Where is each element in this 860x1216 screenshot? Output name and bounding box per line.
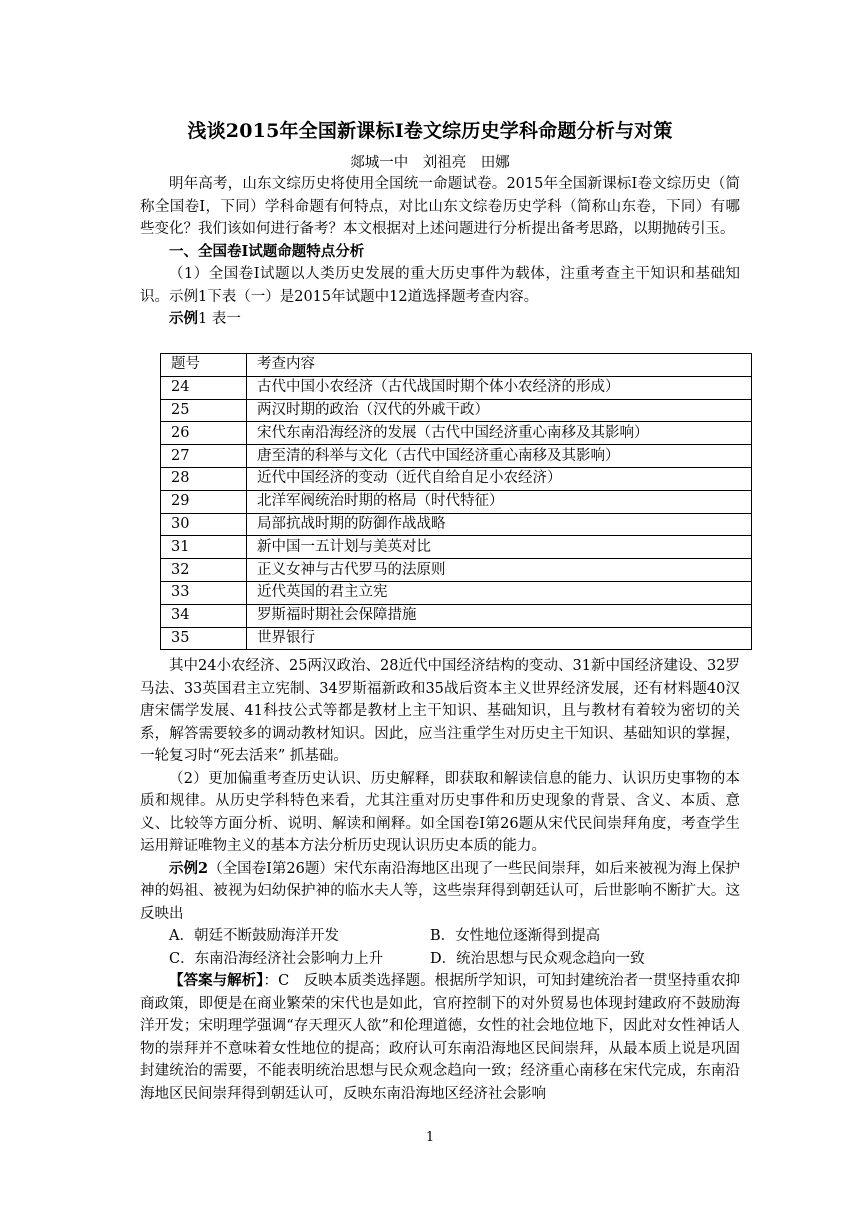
table-row — [161, 490, 752, 513]
authors: 郯城一中 刘祖亮 田娜 — [350, 155, 510, 171]
column-header-number: 题号 — [161, 354, 247, 377]
example-2-paragraph — [140, 858, 740, 926]
page-number: 1 — [425, 1130, 435, 1145]
question-number-cell: 26 — [161, 422, 247, 445]
question-number-cell: 25 — [161, 399, 247, 422]
table-row — [161, 513, 752, 536]
intro-paragraph: 明年高考，山东文综历史将使用全国统一命题试卷。2015年全国新课标Ⅰ卷文综历史（简称全国卷Ⅰ，下同）学科命题有何特点，对比山东文综卷历史学科（简称山东卷，下同）有哪些变化？我们该如何进行备考？本文根据对上述问题进行分析提出备考思路，以期抛砖引玉。 — [140, 176, 740, 237]
table-row — [161, 604, 752, 627]
exam-content-cell: 局部抗战时期的防御作战战略 — [247, 513, 752, 536]
table-row — [161, 559, 752, 582]
option-a: A．朝廷不断鼓励海洋开发 — [169, 928, 339, 944]
exam-content-cell: 古代中国小农经济（古代战国时期个体小农经济的形成） — [247, 376, 752, 399]
exam-content-cell: 罗斯福时期社会保障措施 — [247, 604, 752, 627]
point-2-paragraph: （2）更加偏重考查历史认识、历史解释，即获取和解读信息的能力、认识历史事物的本质和规律。从历史学科特色来看，尤其注重对历史事件和历史现象的背景、含义、本质、意义、比较等方面分析、说明、解读和阐释。如全国卷Ⅰ第26题从宋代民间崇拜角度，考查学生运用辩证唯物主义的基本方法分析历史现认识历史本质的能力。 — [140, 770, 740, 854]
table-row — [161, 445, 752, 468]
intro-section — [140, 173, 740, 331]
table-row — [161, 536, 752, 559]
exam-content-cell: 两汉时期的政治（汉代的外戚干政） — [247, 399, 752, 422]
point-1-paragraph: （1）全国卷Ⅰ试题以人类历史发展的重大历史事件为载体，注重考查主干知识和基础知识。示例1下表（一）是2015年试题中12道选择题考查内容。 — [140, 266, 740, 305]
table-row — [161, 399, 752, 422]
question-number-cell: 34 — [161, 604, 247, 627]
option-c: C．东南沿海经济社会影响力上升 — [169, 950, 384, 967]
question-number-cell: 29 — [161, 490, 247, 513]
question-number-cell: 24 — [161, 376, 247, 399]
example-2-text: （全国卷Ⅰ第26题）宋代东南沿海地区出现了一些民间崇拜，如后来被视为海上保护神的妈祖、被视为妇幼保护神的临水夫人等，这些崇拜得到朝廷认可，后世影响不断扩大。这反映出 — [140, 860, 740, 922]
options-row-1 — [140, 925, 740, 948]
table-row — [161, 467, 752, 490]
example-1-label-bold: 示例 — [169, 310, 198, 327]
question-number-cell: 35 — [161, 627, 247, 650]
exam-content-cell: 世界银行 — [247, 627, 752, 650]
question-number-cell: 32 — [161, 559, 247, 582]
table-row — [161, 376, 752, 399]
exam-content-cell: 正义女神与古代罗马的法原则 — [247, 559, 752, 582]
example-2-label: 示例2 — [169, 859, 209, 877]
answer-text: ：C 反映本质类选择题。根据所学知识，可知封建统治者一贯坚持重农抑商政策，即便是在商业繁荣的宋代也是如此，官府控制下的对外贸易也体现封建政府不鼓励海洋开发；宋明理学强调“存天理灭人欲”和伦理道德，女性的社会地位地下，因此对女性神话人物的崇拜并不意味着女性地位的提高；政府认可东南沿海地区民间崇拜，从最本质上说是巩固封建统治的需要，不能表明统治思想与民众观念趋向一致；经济重心南移在宋代完成，东南沿海地区民间崇拜得到朝廷认可，反映东南沿海地区经济社会影响 — [140, 973, 740, 1102]
table-header-row — [161, 354, 752, 377]
exam-content-cell: 北洋军阀统治时期的格局（时代特征） — [247, 490, 752, 513]
question-number-cell: 33 — [161, 581, 247, 604]
table-row — [161, 581, 752, 604]
exam-content-cell: 新中国一五计划与美英对比 — [247, 536, 752, 559]
question-number-cell: 28 — [161, 467, 247, 490]
example-1-label — [140, 308, 740, 331]
options-row-2 — [140, 948, 740, 971]
option-d: D．统治思想与民众观念趋向一致 — [430, 950, 645, 967]
option-b: B．女性地位逐渐得到提高 — [430, 928, 601, 944]
exam-content-cell: 唐至清的科举与文化（古代中国经济重心南移及其影响） — [247, 445, 752, 468]
answer-paragraph — [140, 970, 740, 1105]
column-header-content: 考查内容 — [247, 354, 752, 377]
table-body — [161, 376, 752, 650]
question-number-cell: 31 — [161, 536, 247, 559]
answer-label: 【答案与解析】 — [169, 972, 264, 989]
table-row — [161, 422, 752, 445]
page-title: 浅谈2015年全国新课标Ⅰ卷文综历史学科命题分析与对策 — [187, 120, 673, 142]
question-number-cell: 27 — [161, 445, 247, 468]
question-number-cell: 30 — [161, 513, 247, 536]
example-1-label-rest: 1 表一 — [198, 311, 241, 327]
section-heading: 一、全国卷Ⅰ试题命题特点分析 — [169, 242, 365, 260]
after-table-paragraph: 其中24小农经济、25两汉政治、28近代中国经济结构的变动、31新中国经济建设、32罗马法、33英国君主立宪制、34罗斯福新政和35战后资本主义世界经济发展，还有材料题40汉唐宋儒学发展、41科技公式等都是教材上主干知识、基础知识，且与教材有着较为密切的关系，解答需要较多的调动教材知识。因此，应当注重学生对历史主干知识、基础知识的掌握，一轮复习时“死去活来” 抓基础。 — [140, 658, 740, 764]
table-row — [161, 627, 752, 650]
exam-content-cell: 近代中国经济的变动（近代自给自足小农经济） — [247, 467, 752, 490]
analysis-section — [140, 655, 740, 1105]
exam-content-cell: 近代英国的君主立宪 — [247, 581, 752, 604]
exam-content-cell: 宋代东南沿海经济的发展（古代中国经济重心南移及其影响） — [247, 422, 752, 445]
exam-content-table — [160, 353, 752, 650]
